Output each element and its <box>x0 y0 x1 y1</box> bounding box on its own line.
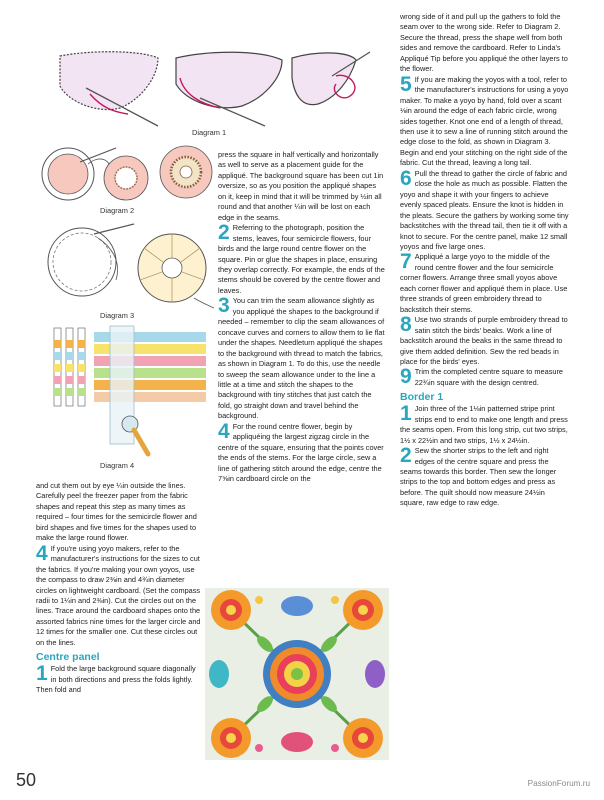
step-text: If you're using yoyo makers, refer to the manufacturer's instructions for the sizes to cut the fabrics. If you're making your own yoyos, use the compass to draw 2⅜in and 4¾in diameter circles on lightweight cardboard. (Set the compass radii to 1¼in and 2⅜in). Cut the circles out on the lines. Trace around the cardboard shapes onto the assorted fabrics nine times for the larger circle and 12 times for the smaller one. Cut these circles out on the lines. <box>36 543 201 647</box>
step-number: 4 <box>218 419 230 443</box>
column-1 <box>36 481 202 696</box>
step-number: 1 <box>400 402 412 426</box>
step-4-block <box>218 419 386 485</box>
step-number: 9 <box>400 365 412 389</box>
step-1-block <box>36 664 202 695</box>
leaf-shape-3 <box>292 53 356 105</box>
column-3 <box>400 12 570 509</box>
step-8-block <box>400 315 570 367</box>
step-number: 7 <box>400 250 412 274</box>
diagram-1-caption: Diagram 1 <box>192 128 227 137</box>
step-number: 3 <box>218 294 230 318</box>
step-text: Appliqué a large yoyo to the middle of the round centre flower and the four semicircle corner flowers. Arrange three small yoyos above each corner flower and appliqué them in place. Use three strands of green embroidery thread to backstitch their stems. <box>400 252 568 314</box>
border-step-1-block <box>400 404 570 446</box>
step-text: Pull the thread to gather the circle of fabric and close the hole as much as possible. Flatten the yoyo and shape it with your fingers to achieve evenly spaced pleats. Ensure the knot is hidden in the pleats. Secure the gathers by working some tiny backstitches with the thread tail, then tie it off with a knot to secure. For the centre panel, make 12 small yoyos and five large ones. <box>400 168 569 251</box>
step-text: Referring to the photograph, position the stems, leaves, four semicircle flowers, four birds and the large round centre flower on the square. Pin or glue the shapes in place, ensuring they overlap correctly. For example, the ends of the stems should be covered by the centre flower and leaves. <box>218 223 385 295</box>
step-text: Use two strands of purple embroidery thread to satin stitch the birds' beaks. Work a line of backstitch around the beaks in the same thread to give them added definition. Sew the red beads in place for the birds' eyes. <box>400 315 568 366</box>
step-number: 2 <box>400 444 412 468</box>
step-text: You can trim the seam allowance slightly as you appliqué the shapes to the background if needed – remember to clip the seam allowances of concave curves and corners to allow them to lie flat under the shapes. Needleturn appliqué the shapes to the background with thread to match the fabrics, as shown in Diagram 1. To do this, use the needle to sweep the seam allowance under to the line a little at a time and stitch the shapes to the background with tiny stitches that just catch the fold, go straight down and travel behind the background. <box>218 296 385 421</box>
step-5-block <box>400 72 570 169</box>
diagram-2-caption: Diagram 2 <box>100 206 135 215</box>
site-watermark: PassionForum.ru <box>527 779 590 788</box>
section-heading-border-1: Border 1 <box>400 391 444 404</box>
step-number: 2 <box>218 221 230 245</box>
column-1-intro: and cut them out by eye ¼in outside the lines. Carefully peel the freezer paper from the fabric shapes and repeat this step as many times as required – four times for the semicircle flower and bird shapes and five times for the shapes used to make the large round flower. <box>36 481 197 543</box>
step-3-block <box>218 296 386 421</box>
step-number: 6 <box>400 166 412 190</box>
step-7-block <box>400 252 570 315</box>
diagram-2-illustration <box>40 142 215 207</box>
diagram-3-caption: Diagram 3 <box>100 311 135 320</box>
step-number: 1 <box>36 662 48 686</box>
section-heading-centre-panel: Centre panel <box>36 651 100 664</box>
step-2-block <box>218 223 386 296</box>
step-9-block <box>400 367 570 388</box>
step-text: Fold the large background square diagonally in both directions and press the folds lightly. Then fold and <box>36 664 196 695</box>
column-2-intro: press the square in half vertically and horizontally as well to serve as a placement guide for the appliqué. The background square has been cut 1in oversize, so as you position the appliqué shapes on it, keep in mind that it will be trimmed by ½in all round and that another ¼in will be lost on each edge in the seams. <box>218 150 384 222</box>
diagram-3-illustration <box>44 220 214 310</box>
step-number: 5 <box>400 72 412 96</box>
leaf-shape-1 <box>60 52 158 110</box>
diagram-4-illustration <box>44 326 209 456</box>
step-4-block <box>36 541 202 649</box>
page-number: 50 <box>16 770 37 790</box>
step-text: Sew the shorter strips to the left and right edges of the centre square and press the seams towards this border. Then sew the longer strips to the top and bottom edges and press as before. The quilt should now measure 24½in square, raw edge to raw edge. <box>400 446 557 508</box>
step-number: 4 <box>36 541 48 565</box>
diagram-4-caption: Diagram 4 <box>100 461 135 470</box>
step-text: Trim the completed centre square to measure 22¾in square with the design centred. <box>414 367 563 387</box>
quilt-centre-photo <box>205 588 389 760</box>
diagram-1-illustration <box>50 48 390 128</box>
step-6-block <box>400 166 570 253</box>
step-text: For the round centre flower, begin by appliquéing the largest zigzag circle in the centre of the square, ensuring that the points cover the ends of the stems. For the large circle, sew a line of gathering stitch around the edge, centre the 7⅝in cardboard circle on the <box>218 421 384 484</box>
step-number: 8 <box>400 313 412 337</box>
step-text: Join three of the 1⅛in patterned stripe print strips end to end to make one length and press the seams open. From this long strip, cut two strips, 1½ x 22½in and two strips, 1½ x 24½in. <box>400 404 568 445</box>
step-text: If you are making the yoyos with a tool, refer to the manufacturer's instructions for using a yoyo maker. To make a yoyo by hand, fold over a scant ⅛in around the edge of each fabric circle, wrong sides together. Knot one end of a length of thread, then use it to sew a line of running stitch around the edge close to the fold, as shown in Diagram 3. Begin and end your stitching on the right side of the fabric. Cut the thread, leaving a long tail. <box>400 74 569 168</box>
column-2 <box>218 150 386 485</box>
column-3-intro: wrong side of it and pull up the gathers to fold the seam over to the wrong side. Refer to Diagram 2. Secure the thread, press the shape well from both sides and remove the cardboard. Refer to Linda's Appliqué Tip before you appliqué the other layers to the flower. <box>400 12 568 74</box>
border-step-2-block <box>400 446 570 509</box>
leaf-shape-2 <box>176 52 282 108</box>
